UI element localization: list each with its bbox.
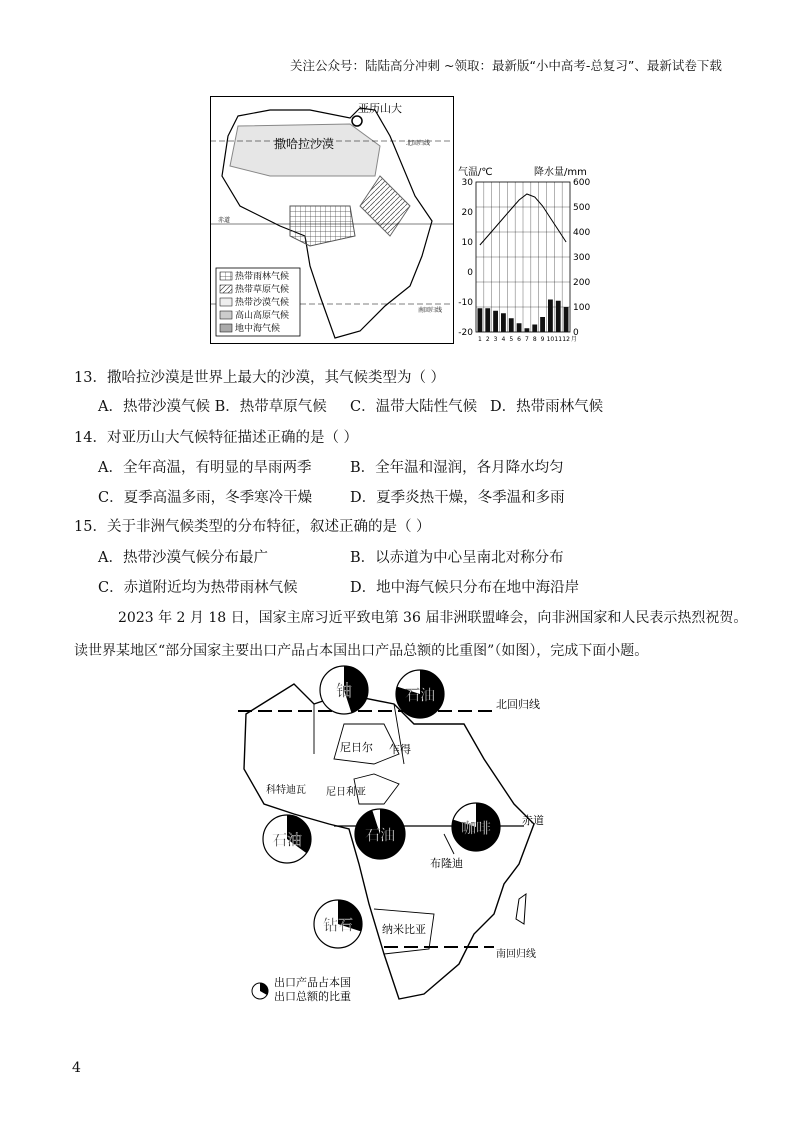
month-tick: 7: [525, 336, 529, 343]
precip-bar: [501, 313, 506, 332]
equator-label-2: 赤道: [522, 814, 544, 827]
pie-label-cote: 石油: [271, 831, 303, 849]
month-tick: 9: [540, 336, 545, 343]
q13-option-d: D．热带雨林气候: [490, 399, 604, 415]
precip-tick: 400: [573, 228, 591, 238]
month-tick: 12: [562, 336, 570, 343]
q15-option-d: D．地中海气候只分布在地中海沿岸: [350, 580, 580, 596]
precip-bar: [509, 318, 514, 332]
legend-desert: 热带沙漠气候: [235, 298, 290, 308]
legend-highland: 高山高原气候: [235, 311, 290, 321]
alexandria-label: 亚历山大: [358, 102, 402, 115]
precip-tick: 0: [573, 328, 579, 338]
q15-option-c: C．赤道附近均为热带雨林气候: [98, 580, 298, 596]
month-tick: 1: [478, 336, 482, 343]
precip-bar: [493, 311, 498, 332]
precip-bar: [525, 328, 530, 332]
question-14: 14．对亚历山大气候特征描述正确的是（ ）: [74, 430, 359, 446]
q13-option-c: C．温带大陆性气候: [350, 399, 478, 415]
page-number: 4: [72, 1060, 81, 1076]
precip-bar: [556, 301, 561, 332]
pie-label-burundi: 咖啡: [460, 819, 492, 837]
pie-label-chad: 石油: [404, 686, 436, 704]
q14-option-d: D．夏季炎热干燥，冬季温和多雨: [350, 490, 565, 506]
month-tick: 4: [501, 336, 506, 343]
passage-line-2: 读世界某地区“部分国家主要出口产品占本国出口产品总额的比重图”（如图），完成下面小题。: [74, 643, 649, 659]
label-chad: 乍得: [389, 743, 411, 756]
precip-bar: [485, 308, 490, 332]
legend-rainforest: 热带雨林气候: [235, 272, 290, 282]
precip-tick: 300: [573, 253, 591, 263]
tropic-s-label-2: 南回归线: [496, 949, 536, 960]
tropic-s-label: 南回归线: [418, 307, 443, 314]
month-tick: 10: [546, 336, 555, 343]
q15-option-b: B．以赤道为中心呈南北对称分布: [350, 550, 564, 566]
precip-bar: [540, 317, 545, 332]
precip-bar: [478, 308, 483, 332]
precip-axis-label: 降水量/mm: [534, 167, 587, 178]
month-tick: 月: [570, 336, 577, 343]
temp-tick: -20: [458, 328, 473, 338]
equator-label: 赤道: [218, 217, 231, 224]
month-tick: 6: [517, 336, 521, 343]
question-13: 13．撒哈拉沙漠是世界上最大的沙漠，其气候类型为（ ）: [74, 370, 446, 386]
label-nigeria: 尼日利亚: [326, 787, 366, 798]
q14-option-b: B．全年温和湿润，各月降水均匀: [350, 460, 564, 476]
tropic-n-label-2: 北回归线: [496, 698, 540, 711]
precip-bar: [517, 323, 522, 332]
pie-label-namibia: 钻石: [322, 916, 354, 934]
pie-label-nigeria: 石油: [364, 826, 396, 844]
alexandria-marker: [352, 116, 362, 126]
legend-savanna: 热带草原气候: [235, 285, 290, 295]
q14-option-c: C．夏季高温多雨，冬季寒冷干燥: [98, 490, 313, 506]
precip-bar: [564, 307, 569, 332]
temp-tick: 10: [461, 238, 473, 248]
temp-tick: 20: [461, 208, 473, 218]
temp-tick: -10: [458, 298, 473, 308]
tropic-n-label: 北回归线: [406, 140, 431, 147]
label-burundi: 布隆迪: [430, 857, 463, 870]
label-niger: 尼日尔: [340, 741, 373, 754]
month-tick: 3: [493, 336, 498, 343]
climate-chart: [456, 164, 592, 344]
month-tick: 5: [509, 336, 514, 343]
q15-option-a: A．热带沙漠气候分布最广: [98, 550, 268, 566]
precip-tick: 200: [573, 278, 591, 288]
map2-legend: [252, 975, 351, 1003]
precip-tick: 500: [573, 203, 591, 213]
map1-legend: [216, 268, 300, 336]
month-tick: 2: [485, 336, 490, 343]
precip-tick: 600: [573, 178, 591, 188]
q14-option-a: A．全年高温，有明显的旱雨两季: [98, 460, 312, 476]
temp-tick: 30: [461, 178, 473, 188]
page-header: 关注公众号：陆陆高分冲刺 ~领取：最新版“小中高考-总复习”、最新试卷下载: [290, 58, 722, 73]
precip-bar: [532, 325, 537, 333]
label-cote-divoire: 科特迪瓦: [266, 785, 306, 796]
temp-axis-label: 气温/℃: [458, 167, 493, 178]
month-tick: 11: [554, 336, 563, 343]
label-namibia: 纳米比亚: [382, 923, 426, 936]
legend-line-2: 出口总额的比重: [274, 990, 351, 1003]
madagascar: [516, 894, 526, 924]
pie-label-niger: 铀: [335, 681, 353, 700]
temp-tick: 0: [467, 268, 473, 278]
africa-export-map: [234, 664, 564, 1010]
africa-climate-map: [210, 96, 454, 344]
legend-line-1: 出口产品占本国: [274, 976, 351, 989]
passage-line-1: 2023 年 2 月 18 日，国家主席习近平致电第 36 届非洲联盟峰会，向非洲国家和人民表示热烈祝贺。: [118, 610, 748, 626]
precip-tick: 100: [573, 303, 591, 313]
legend-mediterranean: 地中海气候: [235, 324, 281, 334]
month-tick: 8: [532, 336, 537, 343]
sahara-label: 撒哈拉沙漠: [274, 137, 335, 151]
question-15: 15．关于非洲气候类型的分布特征，叙述正确的是（ ）: [74, 519, 431, 535]
q13-option-ab: A．热带沙漠气候 B．热带草原气候: [98, 399, 327, 415]
precip-bar: [548, 300, 553, 333]
